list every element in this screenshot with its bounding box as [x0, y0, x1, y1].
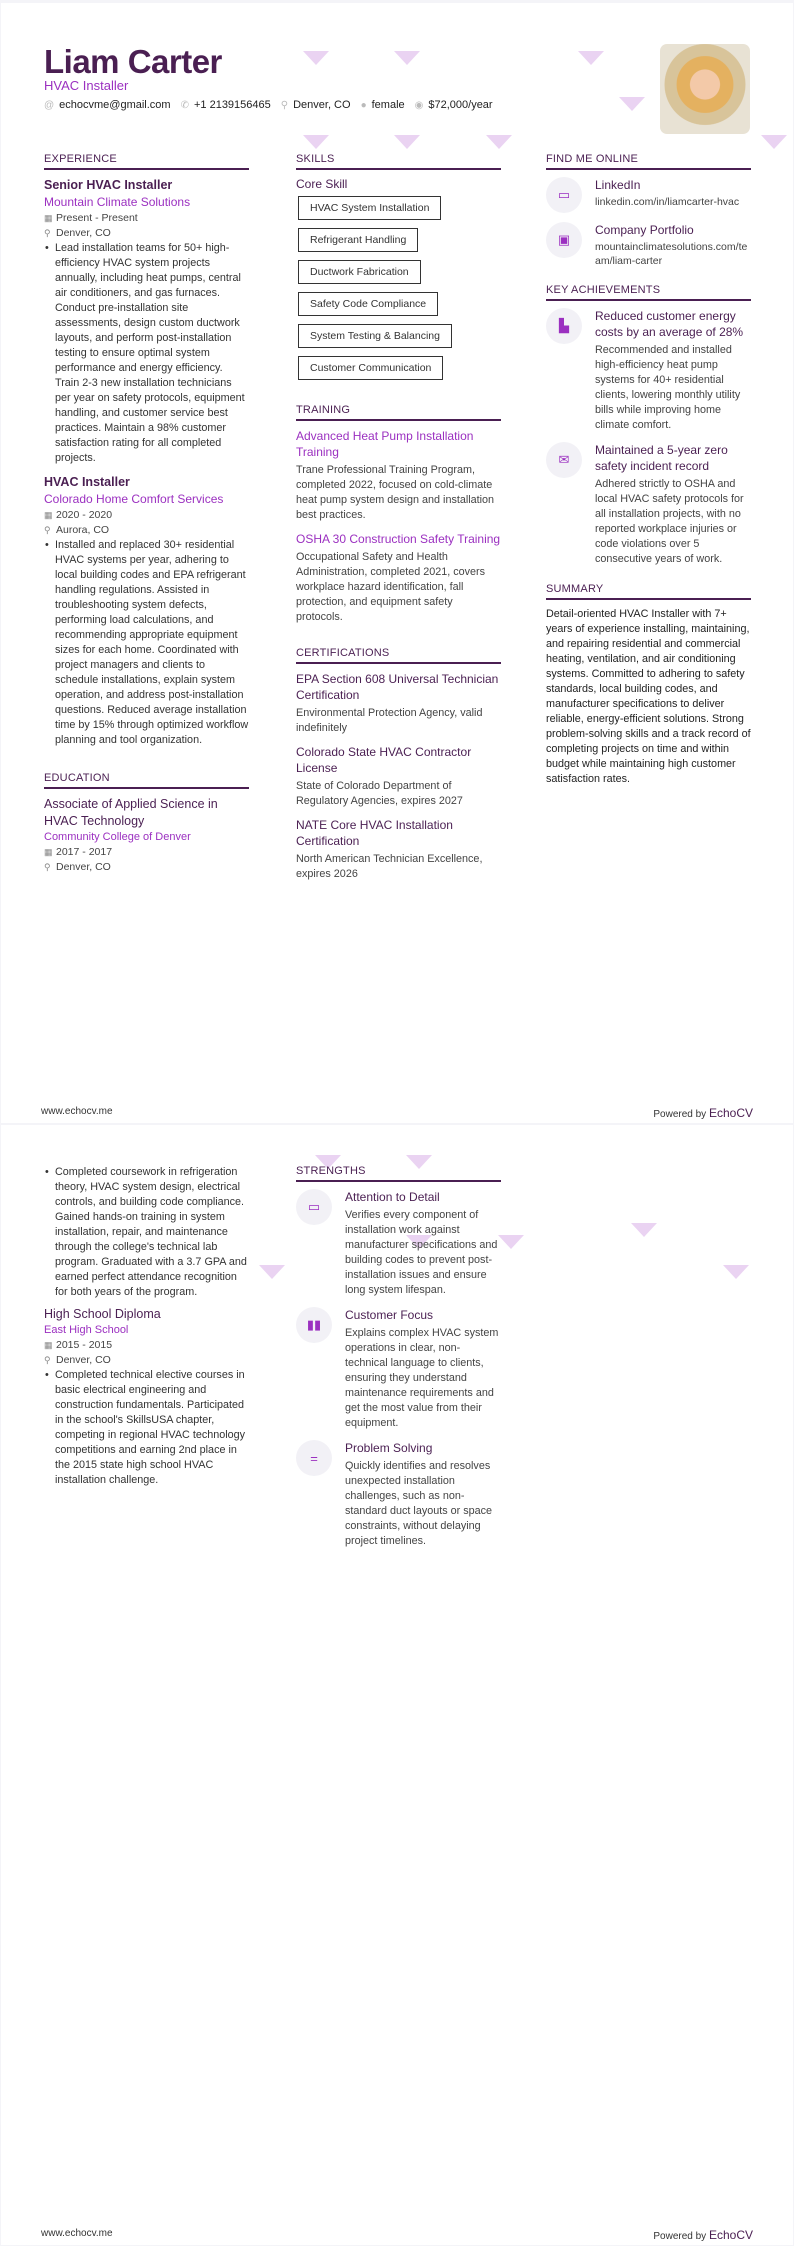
location-icon: ⚲ [280, 100, 289, 111]
calendar-icon: ▦ [44, 213, 53, 223]
archive-icon: ▣ [546, 222, 582, 258]
footer-powered-by[interactable]: Powered by EchoCV [653, 2228, 753, 2242]
skill-pill: Ductwork Fabrication [298, 260, 421, 284]
skill-pill: Customer Communication [298, 356, 443, 380]
money-icon: ◉ [414, 100, 424, 111]
resume-page-1 [1, 3, 793, 1123]
bullet: • Completed coursework in refrigeration theory, HVAC system design, electrical controls, and building code compliance. Gained hands-on training in system installation, repair, and maintenance through the college's technical lab program. Graduated with a 3.7 GPA and earned perfect attendance recognition for both years of the program. [44, 1165, 249, 1300]
position-title: Senior HVAC Installer [44, 178, 173, 192]
location: ⚲ Denver, CO [44, 227, 111, 239]
experience-item [44, 177, 249, 466]
skill-pill: HVAC System Installation [298, 196, 441, 220]
section-heading: FIND ME ONLINE [546, 153, 751, 170]
experience-item [44, 474, 249, 748]
section-heading: EXPERIENCE [44, 153, 249, 170]
decorative-triangle [394, 51, 420, 65]
training-section [296, 404, 501, 625]
decorative-triangle [631, 1223, 657, 1237]
certification-item: Colorado State HVAC Contractor License State of Colorado Department of Regulatory Agencies, expires 2027 [296, 745, 472, 807]
footer-site-link[interactable]: www.echocv.me [41, 2228, 113, 2239]
resume-page-2 [1, 1125, 793, 2245]
linkedin-url[interactable]: linkedin.com/in/liamcarter-hvac [595, 196, 740, 208]
contact-gender: ● female [360, 99, 405, 111]
decorative-triangle [303, 51, 329, 65]
dates: ▦ 2020 - 2020 [44, 509, 113, 521]
calendar-icon: ▦ [44, 847, 53, 857]
skill-pill: Safety Code Compliance [298, 292, 438, 316]
dates: ▦ 2015 - 2015 [44, 1339, 113, 1351]
brand-logo: EchoCV [708, 1106, 753, 1120]
left-column [44, 153, 249, 891]
contact-email[interactable]: @ echocvme@gmail.com [44, 99, 171, 111]
skills-section [296, 153, 501, 388]
brand-logo: EchoCV [708, 2228, 753, 2242]
dates: ▦ Present - Present [44, 212, 138, 224]
location: ⚲ Aurora, CO [44, 524, 110, 536]
decorative-triangle [498, 1235, 524, 1249]
section-heading: CERTIFICATIONS [296, 647, 501, 664]
right-column [546, 153, 751, 803]
section-heading: TRAINING [296, 404, 501, 421]
location: ⚲ Denver, CO [44, 1354, 111, 1366]
contact-location: ⚲ Denver, CO [280, 99, 351, 111]
section-heading: EDUCATION [44, 772, 249, 789]
experience-section [44, 153, 249, 748]
education-section [44, 772, 249, 875]
middle-column [296, 1165, 501, 1565]
book-icon: ▮▮ [296, 1307, 332, 1343]
training-item: OSHA 30 Construction Safety Training Occupational Safety and Health Administration, completed 2021, covers workplace hazard identification, fall protection, and equipment safety protocols. [296, 532, 501, 623]
section-heading: SUMMARY [546, 583, 751, 600]
equals-icon: = [296, 1440, 332, 1476]
achievement-item: ▙ Reduced customer energy costs by an average of 28% Recommended and installed high-efficiency heat pump systems for 40+ residential clients, lowering monthly utility bills while improving home climate comfort. [546, 308, 751, 433]
decorative-triangle [761, 135, 787, 149]
skill-group-title: Core Skill [296, 177, 348, 191]
phone-icon: ✆ [180, 100, 189, 111]
dates: ▦ 2017 - 2017 [44, 846, 113, 858]
section-heading: STRENGTHS [296, 1165, 501, 1182]
left-column [44, 1165, 249, 1496]
footer-powered-by[interactable]: Powered by EchoCV [653, 1106, 753, 1120]
education-item [44, 796, 249, 875]
company-name: Colorado Home Comfort Services [44, 492, 224, 506]
school-name: Community College of Denver [44, 831, 191, 843]
contact-info [44, 99, 493, 111]
decorative-triangle [259, 1265, 285, 1279]
toggle-icon: ▭ [296, 1189, 332, 1225]
envelope-open-icon: ✉ [546, 442, 582, 478]
calendar-icon: ▦ [44, 1340, 53, 1350]
bullet: • Lead installation teams for 50+ high-efficiency HVAC system projects annually, including heat pumps, central air conditioners, and gas furnaces. Conduct pre-installation site assessments, design custom ductwork layouts, and perform post-installation testing to ensure optimal system performance and energy efficiency. Train 2-3 new installation technicians per year on safety protocols, equipment handling, and customer service best practices. Maintain a 98% customer satisfaction rating for all completed projects. [44, 241, 249, 466]
at-icon: @ [44, 100, 55, 111]
online-link-linkedin[interactable]: ▭ LinkedIn linkedin.com/in/liamcarter-hvac [546, 177, 751, 213]
location-icon: ⚲ [44, 1355, 51, 1365]
candidate-name: Liam Carter [44, 43, 222, 80]
decorative-triangle [619, 97, 645, 111]
company-name: Mountain Climate Solutions [44, 195, 191, 209]
certifications-section [296, 647, 501, 882]
location: ⚲ Denver, CO [44, 861, 111, 873]
profile-photo [660, 44, 750, 134]
achievement-item: ✉ Maintained a 5-year zero safety incident record Adhered strictly to OSHA and local HVAC safety protocols for all installation projects, with no reported workplace injuries or code violations over 5 consecutive years of work. [546, 442, 751, 567]
strength-item: ▮▮ Customer Focus Explains complex HVAC system operations in clear, non-technical language to clients, ensuring they understand maintenance requirements and get the most value from their equipment. [296, 1307, 501, 1431]
school-name: East High School [44, 1324, 129, 1336]
position-title: HVAC Installer [44, 475, 130, 489]
online-link-portfolio[interactable]: ▣ Company Portfolio mountainclimatesolutions.com/team/liam-carter [546, 222, 751, 268]
calendar-icon: ▦ [44, 510, 53, 520]
degree: Associate of Applied Science in HVAC Technology [44, 797, 218, 828]
bullet: • Installed and replaced 30+ residential HVAC systems per year, adhering to local building codes and EPA refrigerant handling regulations. Assisted in troubleshooting system defects, performing load calculations, and recommending appropriate equipment sizes for each home. Coordinated with project managers and clients to schedule installations, explain system operation, and address post-installation questions. Reduced average installation time by 15% through optimized workflow planning and tool organization. [44, 538, 249, 748]
skill-pill: System Testing & Balancing [298, 324, 452, 348]
decorative-triangle [303, 135, 329, 149]
summary-text: Detail-oriented HVAC Installer with 7+ years of experience installing, maintaining, and repairing residential and commercial heating, ventilation, and air conditioning systems. Committed to adhering to safety standards, local building codes, and manufacturer specifications to deliver reliable, energy-efficient solutions. Strong problem-solving skills and a track record of completing projects on time and within budget while maintaining high customer satisfaction rates. [546, 608, 751, 785]
location-icon: ⚲ [44, 228, 51, 238]
decorative-triangle [486, 135, 512, 149]
training-item: Advanced Heat Pump Installation Training Trane Professional Training Program, completed 2022, focused on cold-climate heat pump system design and installation best practices. [296, 429, 495, 521]
section-heading: SKILLS [296, 153, 501, 170]
online-section [546, 153, 751, 268]
decorative-triangle [578, 51, 604, 65]
summary-section [546, 583, 751, 787]
strengths-section [296, 1165, 501, 1549]
section-heading: KEY ACHIEVEMENTS [546, 284, 751, 301]
strength-item: ▭ Attention to Detail Verifies every component of installation work against manufacturer specifications and building codes to prevent post-installation issues and ensure long system lifespan. [296, 1189, 501, 1298]
location-icon: ⚲ [44, 525, 51, 535]
contact-salary: ◉ $72,000/year [414, 99, 493, 111]
file-chart-icon: ▙ [546, 308, 582, 344]
middle-column [296, 153, 501, 898]
portfolio-url[interactable]: mountainclimatesolutions.com/team/liam-carter [595, 241, 748, 267]
contact-phone[interactable]: ✆ +1 2139156465 [180, 99, 271, 111]
degree: High School Diploma [44, 1307, 161, 1321]
decorative-triangle [394, 135, 420, 149]
calendar-icon: ▭ [546, 177, 582, 213]
bullet: • Completed technical elective courses in basic electrical engineering and construction fundamentals. Participated in the school's SkillsUSA chapter, competing in regional HVAC technology competitions and earning 2nd place in the 2015 state high school HVAC installation challenge. [44, 1368, 249, 1488]
certification-item: NATE Core HVAC Installation Certification North American Technician Excellence, expires 2026 [296, 818, 483, 880]
certification-item: EPA Section 608 Universal Technician Certification Environmental Protection Agency, valid indefinitely [296, 672, 499, 734]
job-title: HVAC Installer [44, 78, 129, 93]
skill-pill: Refrigerant Handling [298, 228, 418, 252]
location-icon: ⚲ [44, 862, 51, 872]
strength-item: = Problem Solving Quickly identifies and resolves unexpected installation challenges, such as non-standard duct layouts or space constraints, without delaying project timelines. [296, 1440, 501, 1549]
education-item [44, 1306, 249, 1488]
achievements-section [546, 284, 751, 567]
footer-site-link[interactable]: www.echocv.me [41, 1106, 113, 1117]
person-icon: ● [360, 100, 367, 111]
decorative-triangle [723, 1265, 749, 1279]
